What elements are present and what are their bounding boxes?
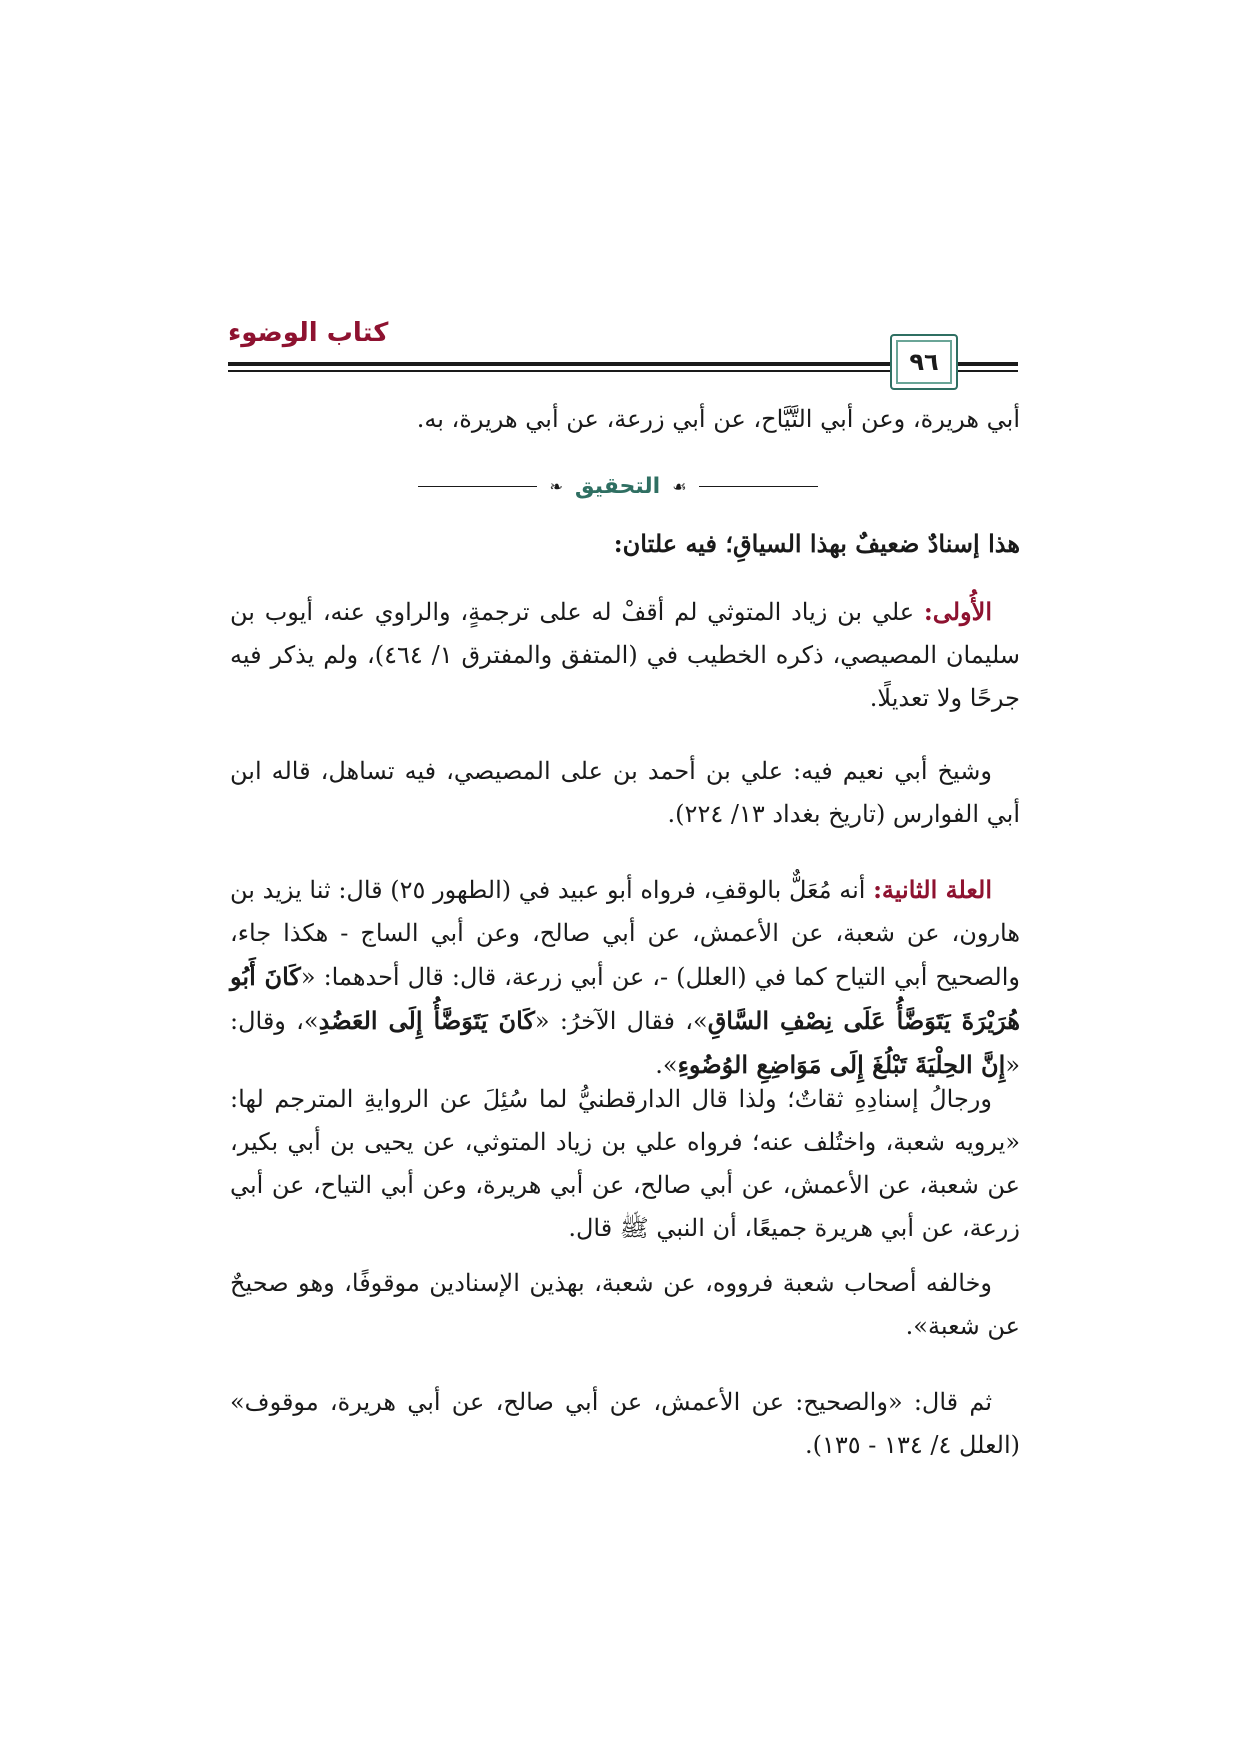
second-defect-text-c: »، وقال: « bbox=[230, 1007, 1020, 1079]
second-defect-text-a: أنه مُعَلٌّ بالوقفِ، فرواه أبو عبيد في (الطهور ٢٥) قال: ثنا يزيد بن هارون، عن شعبة، عن الأعمش، عن أبي صالح، وعن أبي الساج - هكذا جاء، والصحيح أبي التياح كما في (العلل) -، عن أبي زرعة، قال: قال أحدهما: « bbox=[230, 876, 1020, 991]
paragraph-shaykh: وشيخ أبي نعيم فيه: علي بن أحمد بن على المصيصي، فيه تساهل، قاله ابن أبي الفوارس (تاريخ بغداد ١٣/ ٢٢٤). bbox=[230, 757, 1020, 828]
second-defect-text-d: ». bbox=[655, 1051, 678, 1079]
quote-adornment: إِنَّ الحِلْيَةَ تَبْلُغَ إِلَى مَوَاضِعِ الوُضُوءِ bbox=[677, 1050, 1006, 1079]
first-defect-text: علي بن زياد المتوثي لم أقفْ له على ترجمةٍ، والراوي عنه، أيوب بن سليمان المصيصي، ذكره الخطيب في (المتفق والمفترق ١/ ٤٦٤)، ولم يذكر فيه جرحًا ولا تعديلًا. bbox=[230, 598, 1021, 712]
ornament-icon: ❧ bbox=[549, 476, 563, 496]
paragraph-companions: وخالفه أصحاب شعبة فرووه، عن شعبة، بهذين الإسنادين موقوفًا، وهو صحيحٌ عن شعبة». bbox=[230, 1269, 1020, 1340]
continuation-line: أبي هريرة، وعن أبي التَّيَّاح، عن أبي زرعة، عن أبي هريرة، به. bbox=[416, 405, 1020, 433]
paragraph-first-defect bbox=[230, 590, 1020, 720]
divider-line-right bbox=[699, 486, 818, 487]
page-number-frame bbox=[890, 334, 958, 390]
first-defect-label: الأُولى: bbox=[923, 597, 992, 626]
ornament-icon: ☙ bbox=[672, 476, 687, 496]
paragraph-conclusion: ثم قال: «والصحيح: عن الأعمش، عن أبي صالح، عن أبي هريرة، موقوف» (العلل ٤/ ١٣٤ - ١٣٥). bbox=[230, 1388, 1020, 1459]
summary-statement: هذا إسنادٌ ضعيفٌ بهذا السياقِ؛ فيه علتان: bbox=[613, 529, 1020, 558]
section-heading: التحقيق bbox=[574, 473, 661, 499]
divider-line-left bbox=[418, 486, 537, 487]
second-defect-label: العلة الثانية: bbox=[873, 875, 992, 904]
section-divider bbox=[418, 468, 818, 504]
quote-upper-arm: كَانَ يَتَوَضَّأُ إِلَى العَضُدِ bbox=[318, 1006, 535, 1035]
quote-half-shin: كَانَ أَبُو هُرَيْرَةَ يَتَوَضَّأُ عَلَى نِصْفِ السَّاقِ bbox=[230, 962, 1020, 1035]
paragraph-second-defect bbox=[230, 868, 1020, 1087]
book-title: كتاب الوضوء bbox=[228, 318, 389, 348]
page-number: ٩٦ bbox=[909, 348, 939, 376]
paragraph-daraqutni: ورجالُ إسنادِهِ ثقاتٌ؛ ولذا قال الدارقطنيُّ لما سُئِلَ عن الروايةِ المترجم لها: «يرويه شعبة، واختُلف عنه؛ فرواه علي بن زياد المتوثي، عن يحيى بن أبي بكير، عن شعبة، عن الأعمش، عن أبي صالح، عن أبي هريرة، وعن أبي التياح، عن أبي زرعة، عن أبي هريرة جميعًا، أن النبي ﷺ قال. bbox=[230, 1085, 1020, 1242]
second-defect-text-b: »، فقال الآخرُ: « bbox=[534, 1007, 708, 1035]
